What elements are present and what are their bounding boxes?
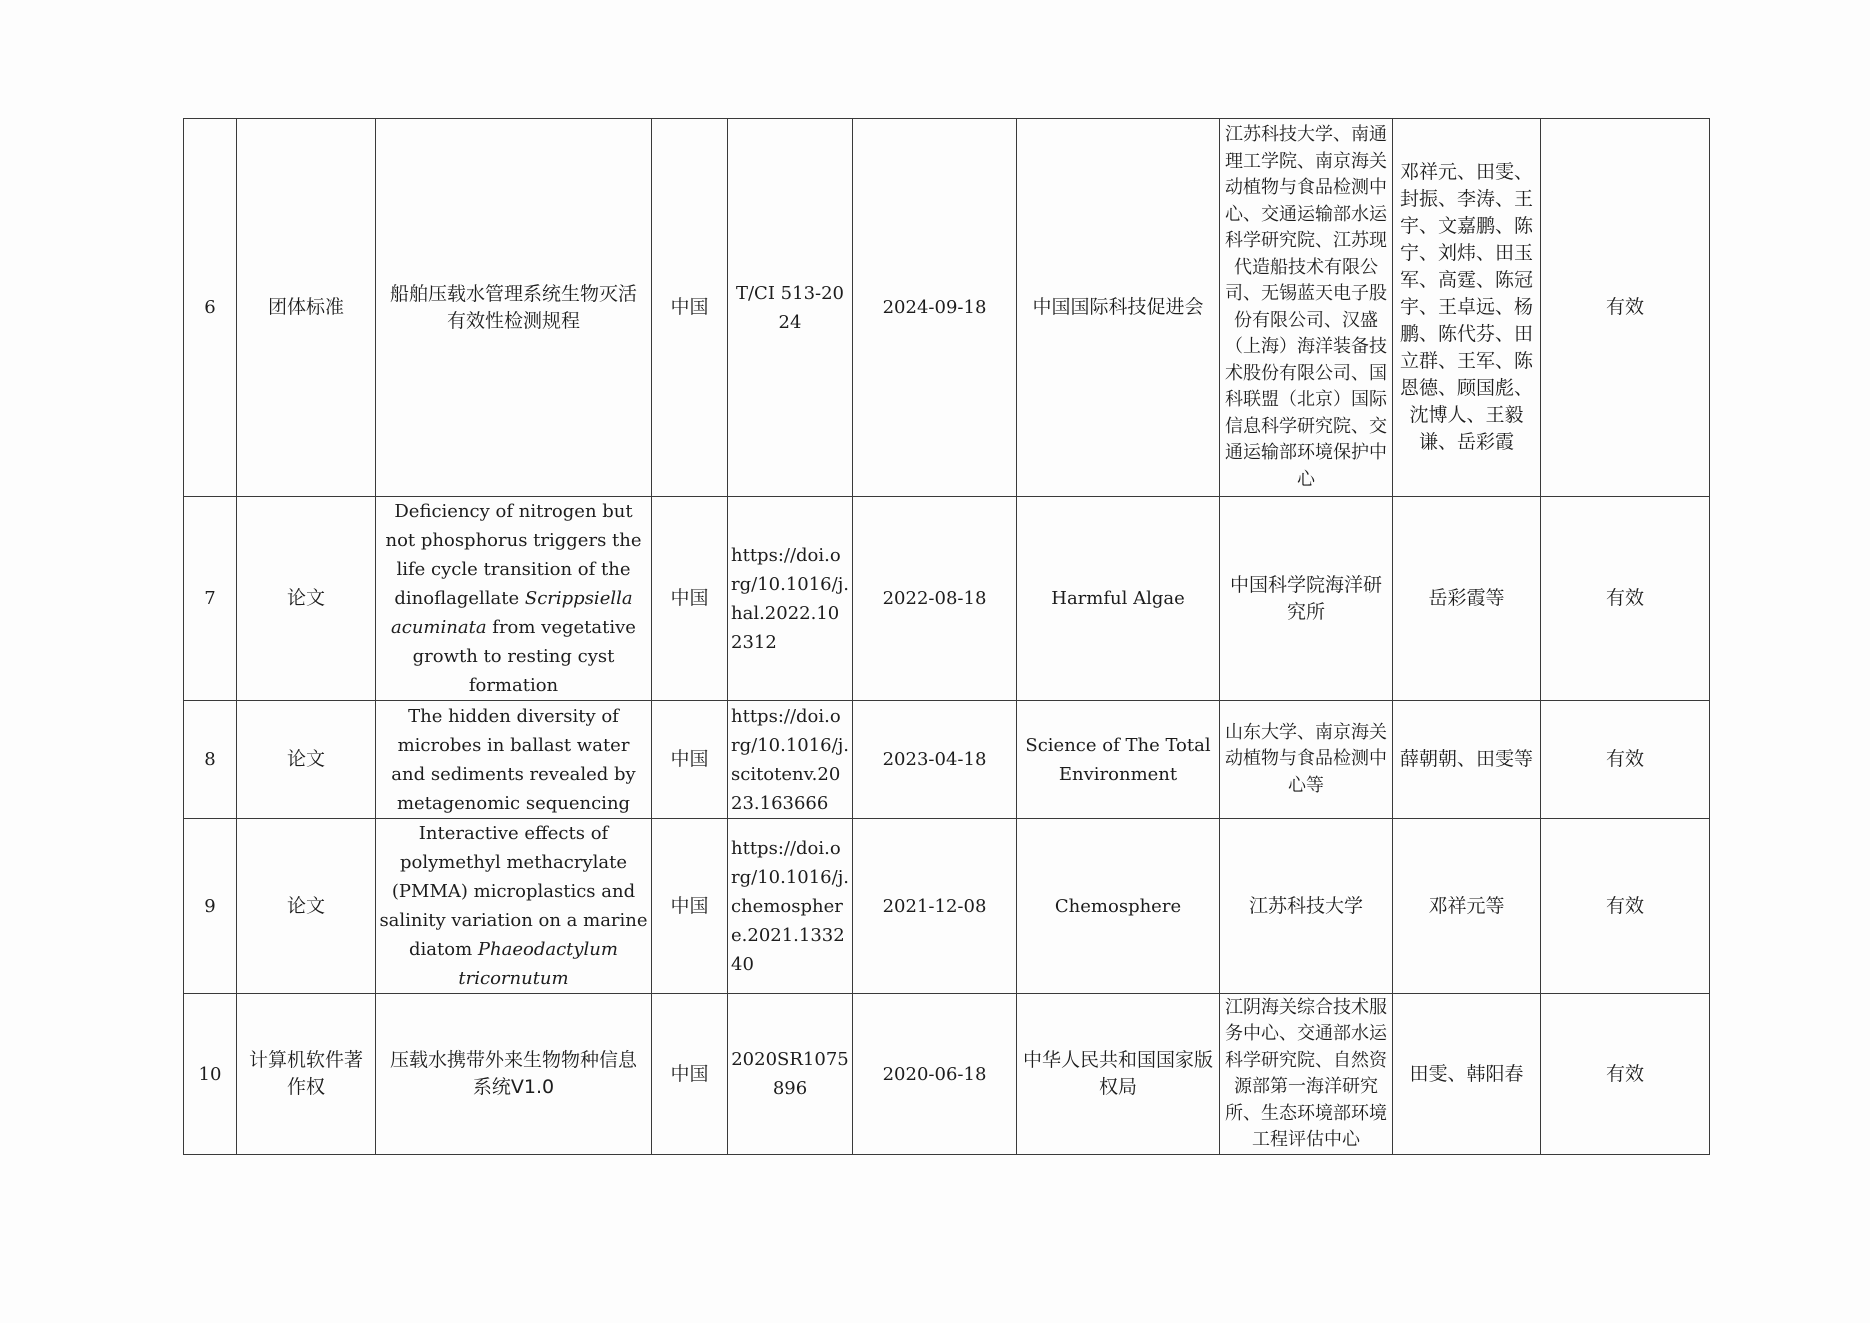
country-cell: 中国: [652, 994, 728, 1155]
status-cell: 有效: [1541, 819, 1710, 994]
date-cell: 2023-04-18: [853, 701, 1017, 819]
organizations-cell: 中国科学院海洋研究所: [1220, 497, 1393, 701]
achievements-table: [183, 118, 1710, 1155]
authors-cell: 薛朝朝、田雯等: [1393, 701, 1541, 819]
organizations-cell: 江苏科技大学、南通理工学院、南京海关动植物与食品检测中心、交通运输部水运科学研究院、江苏现代造船技术有限公司、无锡蓝天电子股份有限公司、汉盛（上海）海洋装备技术股份有限公司、国科联盟（北京）国际信息科学研究院、交通运输部环境保护中心: [1220, 119, 1393, 497]
country-cell: 中国: [652, 497, 728, 701]
status-cell: 有效: [1541, 119, 1710, 497]
row-number: 10: [184, 994, 237, 1155]
title-text: Deficiency of nitrogen but not phosphorus triggers the life cycle transition of the dinoflagellate: [385, 501, 642, 609]
code-cell: 2020SR1075896: [728, 994, 853, 1155]
type-cell: 论文: [237, 701, 376, 819]
title-cell: 压载水携带外来生物物种信息系统V1.0: [376, 994, 652, 1155]
country-cell: 中国: [652, 119, 728, 497]
species-name: Scrippsiella acuminata: [391, 588, 633, 638]
date-cell: 2022-08-18: [853, 497, 1017, 701]
status-cell: 有效: [1541, 701, 1710, 819]
title-cell: 船舶压载水管理系统生物灭活有效性检测规程: [376, 119, 652, 497]
row-number: 6: [184, 119, 237, 497]
table-row: [184, 994, 1710, 1155]
table-row: [184, 819, 1710, 994]
status-cell: 有效: [1541, 994, 1710, 1155]
authors-cell: 岳彩霞等: [1393, 497, 1541, 701]
doi-link[interactable]: https://doi.org/10.1016/j.chemosphere.2021.133240: [728, 819, 853, 994]
table-row: [184, 497, 1710, 701]
publisher-cell: 中国国际科技促进会: [1017, 119, 1220, 497]
organizations-cell: 江苏科技大学: [1220, 819, 1393, 994]
code-cell: T/CI 513-2024: [728, 119, 853, 497]
doi-link[interactable]: https://doi.org/10.1016/j.hal.2022.102312: [728, 497, 853, 701]
species-name: Phaeodactylum tricornutum: [458, 939, 618, 989]
row-number: 7: [184, 497, 237, 701]
title-cell: The hidden diversity of microbes in ballast water and sediments revealed by metagenomic sequencing: [376, 701, 652, 819]
type-cell: 论文: [237, 819, 376, 994]
row-number: 8: [184, 701, 237, 819]
title-text: Interactive effects of polymethyl methacrylate (PMMA) microplastics and salinity variation on a marine diatom: [379, 823, 648, 960]
type-cell: 团体标准: [237, 119, 376, 497]
title-text: from vegetative growth to resting cyst formation: [412, 617, 636, 696]
table-row: [184, 119, 1710, 497]
title-cell: [376, 497, 652, 701]
title-cell: [376, 819, 652, 994]
status-cell: 有效: [1541, 497, 1710, 701]
date-cell: 2020-06-18: [853, 994, 1017, 1155]
publisher-cell: Chemosphere: [1017, 819, 1220, 994]
organizations-cell: 山东大学、南京海关动植物与食品检测中心等: [1220, 701, 1393, 819]
authors-cell: 邓祥元、田雯、封振、李涛、王宇、文嘉鹏、陈宁、刘炜、田玉军、高霆、陈冠宇、王卓远、杨鹏、陈代芬、田立群、王军、陈恩德、顾国彪、沈博人、王毅谦、岳彩霞: [1393, 119, 1541, 497]
authors-cell: 田雯、韩阳春: [1393, 994, 1541, 1155]
authors-cell: 邓祥元等: [1393, 819, 1541, 994]
publisher-cell: 中华人民共和国国家版权局: [1017, 994, 1220, 1155]
publisher-cell: Science of The Total Environment: [1017, 701, 1220, 819]
type-cell: 计算机软件著作权: [237, 994, 376, 1155]
country-cell: 中国: [652, 701, 728, 819]
doi-link[interactable]: https://doi.org/10.1016/j.scitotenv.2023.163666: [728, 701, 853, 819]
date-cell: 2024-09-18: [853, 119, 1017, 497]
date-cell: 2021-12-08: [853, 819, 1017, 994]
country-cell: 中国: [652, 819, 728, 994]
row-number: 9: [184, 819, 237, 994]
table-row: [184, 701, 1710, 819]
organizations-cell: 江阴海关综合技术服务中心、交通部水运科学研究院、自然资源部第一海洋研究所、生态环境部环境工程评估中心: [1220, 994, 1393, 1155]
type-cell: 论文: [237, 497, 376, 701]
publisher-cell: Harmful Algae: [1017, 497, 1220, 701]
